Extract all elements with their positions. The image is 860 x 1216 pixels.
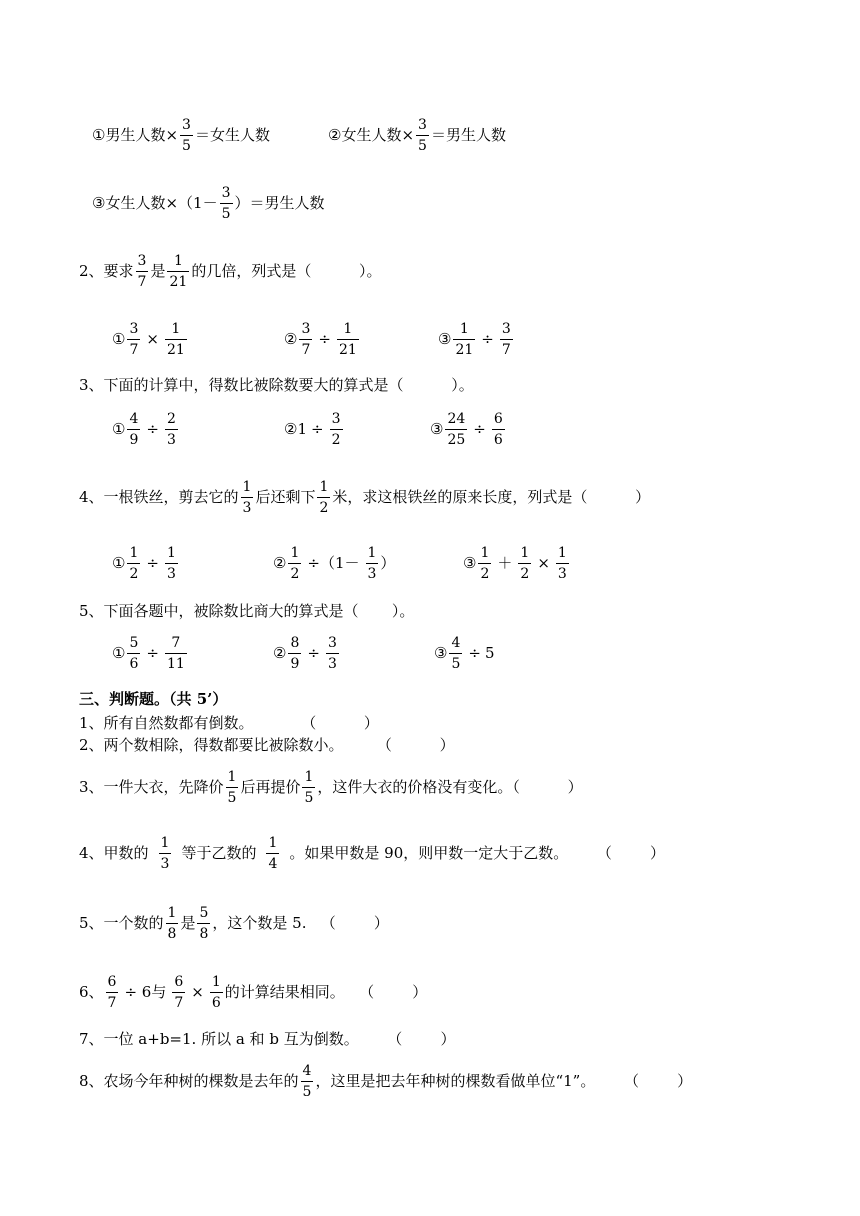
question-text: ，这件大衣的价格没有变化。（ ） [317, 778, 583, 796]
q1-option-2 [328, 118, 506, 153]
option-text: ）＝男生人数 [234, 194, 325, 212]
option-mark: ② [273, 644, 287, 662]
fraction: $\frac{4}{5}$ [451, 635, 461, 672]
judgment-6 [79, 975, 427, 1010]
fraction: $\frac{3}{7}$ [301, 321, 311, 358]
operator: ÷ [318, 330, 331, 348]
option-mark: ① [112, 330, 126, 348]
number: 5 [484, 644, 495, 662]
fraction: $\frac{1}{5}$ [227, 769, 237, 806]
question-text: 后再提价 [240, 778, 301, 796]
operator: ÷ [307, 644, 320, 662]
q4-option-2 [273, 546, 395, 581]
operator: ÷ [468, 644, 481, 662]
q3-option-3 [430, 412, 507, 447]
question-text: 的几倍，列式是（ ）。 [191, 262, 382, 280]
option-mark: ③ [463, 554, 477, 572]
fraction: $\frac{1}{5}$ [304, 769, 314, 806]
fraction: $\frac{6}{6}$ [493, 411, 503, 448]
fraction: $\frac{1}{3}$ [367, 545, 377, 582]
fraction: $\frac{5}{8}$ [199, 905, 209, 942]
operator: ÷ [146, 644, 159, 662]
fraction: $\frac{1}{2}$ [129, 545, 139, 582]
fraction: $\frac{1}{8}$ [167, 905, 177, 942]
fraction: $\frac{1}{3}$ [242, 479, 252, 516]
judgment-4 [79, 836, 665, 871]
option-mark: ① [92, 126, 106, 144]
fraction: $\frac{6}{7}$ [174, 974, 184, 1011]
question-5: 5、下面各题中，被除数比商大的算式是（ ）。 [79, 602, 415, 620]
fraction: $\frac{3}{7}$ [129, 321, 139, 358]
fraction: $\frac{1}{2}$ [480, 545, 490, 582]
question-text: 的计算结果相同。 （ ） [224, 983, 428, 1001]
operator: × [191, 983, 204, 1001]
question-text: ，这里是把去年种树的棵数看做单位“1”。 （ ） [315, 1072, 693, 1090]
q3-option-2 [284, 412, 345, 447]
q5-option-2 [273, 636, 341, 671]
question-text: 2、要求 [79, 262, 134, 280]
fraction: $\frac{3}{5}$ [221, 185, 231, 222]
question-text: 是 [150, 262, 166, 280]
fraction: $\frac{3}{7}$ [137, 253, 147, 290]
fraction: $\frac{4}{5}$ [302, 1063, 312, 1100]
operator: ÷ [146, 420, 159, 438]
fraction: $\frac{5}{6}$ [129, 635, 139, 672]
question-text: 4、甲数的 [79, 844, 149, 862]
option-mark: ② [328, 126, 342, 144]
fraction: $\frac{3}{3}$ [327, 635, 337, 672]
question-text: 5、一个数的 [79, 914, 164, 932]
option-mark: ③ [434, 644, 448, 662]
option-mark: ② [273, 554, 287, 572]
operator: ÷（1－ [307, 554, 360, 572]
option-mark: ③ [430, 420, 444, 438]
fraction: $\frac{7}{11}$ [166, 635, 185, 672]
q5-option-1 [112, 636, 189, 671]
q5-option-3 [434, 636, 495, 671]
fraction: $\frac{2}{3}$ [166, 411, 176, 448]
operator: ÷ [481, 330, 494, 348]
fraction: $\frac{1}{2}$ [290, 545, 300, 582]
question-text: 是 [180, 914, 196, 932]
fraction: $\frac{6}{7}$ [107, 974, 117, 1011]
q4-option-1 [112, 546, 180, 581]
fraction: $\frac{1}{2}$ [319, 479, 329, 516]
question-4 [79, 480, 650, 515]
q4-option-3 [463, 546, 571, 581]
question-3: 3、下面的计算中，得数比被除数要大的算式是（ ）。 [79, 376, 474, 394]
question-text: 6、 [79, 983, 104, 1001]
operator: × [146, 330, 159, 348]
judgment-5 [79, 906, 389, 941]
fraction: $\frac{1}{3}$ [160, 835, 170, 872]
fraction: $\frac{1}{21}$ [455, 321, 474, 358]
judgment-3 [79, 770, 583, 805]
operator: ÷ [146, 554, 159, 572]
operator: ÷ [311, 420, 324, 438]
fraction: $\frac{3}{2}$ [331, 411, 341, 448]
option-mark: ① [112, 420, 126, 438]
q3-option-1 [112, 412, 180, 447]
fraction: $\frac{1}{21}$ [169, 253, 188, 290]
fraction: $\frac{1}{21}$ [338, 321, 357, 358]
judgment-8 [79, 1064, 692, 1099]
question-text: 后还剩下 [255, 488, 316, 506]
operator: ＋ [497, 554, 513, 572]
q2-option-3 [438, 322, 515, 357]
operator: × [537, 554, 550, 572]
fraction: $\frac{1}{3}$ [166, 545, 176, 582]
option-text: 女生人数× [341, 126, 415, 144]
option-mark: ① [112, 554, 126, 572]
q1-option-3 [92, 186, 325, 221]
judgment-1: 1、所有自然数都有倒数。 （ ） [79, 714, 379, 732]
question-2 [79, 254, 382, 289]
question-text: 米，求这根铁丝的原来长度，列式是（ ） [332, 488, 651, 506]
option-text: 男生人数× [105, 126, 179, 144]
option-mark: ① [112, 644, 126, 662]
question-text: 3、一件大衣，先降价 [79, 778, 224, 796]
question-text: 8、农场今年种树的棵数是去年的 [79, 1072, 299, 1090]
option-mark: ② [284, 330, 298, 348]
option-text: ＝男生人数 [430, 126, 506, 144]
question-text: 4、一根铁丝，剪去它的 [79, 488, 239, 506]
fraction: $\frac{4}{9}$ [129, 411, 139, 448]
judgment-7: 7、一位 a+b=1. 所以 a 和 b 互为倒数。 （ ） [79, 1030, 456, 1048]
judgment-2: 2、两个数相除，得数都要比被除数小。 （ ） [79, 736, 455, 754]
section-3-heading: 三、判断题。（共 5’） [79, 690, 228, 708]
fraction: $\frac{24}{25}$ [447, 411, 466, 448]
option-text: ＝女生人数 [194, 126, 270, 144]
q2-option-1 [112, 322, 189, 357]
fraction: $\frac{1}{6}$ [211, 974, 221, 1011]
fraction: $\frac{1}{4}$ [268, 835, 278, 872]
fraction: $\frac{3}{5}$ [418, 117, 427, 154]
operator: ÷ [473, 420, 486, 438]
question-text: ÷ 6与 [124, 983, 167, 1001]
q1-option-1 [92, 118, 270, 153]
option-mark: ③ [438, 330, 452, 348]
question-text: 。如果甲数是 90，则甲数一定大于乙数。 （ ） [289, 844, 666, 862]
question-text: 等于乙数的 [181, 844, 257, 862]
fraction: $\frac{3}{7}$ [501, 321, 511, 358]
fraction: $\frac{1}{21}$ [166, 321, 185, 358]
option-mark: ③ [92, 194, 106, 212]
fraction: $\frac{3}{5}$ [182, 117, 191, 154]
number: 1 [297, 420, 307, 438]
question-text: ，这个数是 5. （ ） [212, 914, 389, 932]
operator: ） [380, 554, 396, 572]
fraction: $\frac{8}{9}$ [290, 635, 300, 672]
option-mark: ② [284, 420, 298, 438]
option-text: 女生人数×（1－ [105, 194, 218, 212]
q2-option-2 [284, 322, 361, 357]
fraction: $\frac{1}{2}$ [520, 545, 530, 582]
fraction: $\frac{1}{3}$ [557, 545, 567, 582]
